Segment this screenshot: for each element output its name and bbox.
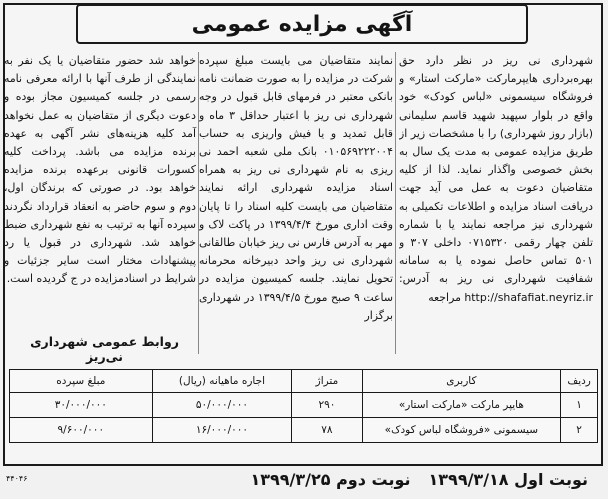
header-row-number: ردیف (561, 370, 598, 393)
row-number: ۲ (561, 418, 598, 443)
row-usage: سیسمونی «فروشگاه لباس کودک» (362, 418, 561, 443)
second-publication: نوبت دوم ۱۳۹۹/۳/۲۵ (250, 469, 411, 489)
row-monthly-rent: ۵۰/۰۰۰/۰۰۰ (152, 393, 292, 418)
auction-items-table (9, 369, 598, 443)
row-area: ۲۹۰ (292, 393, 362, 418)
row-number: ۱ (561, 393, 598, 418)
body-column-3 (4, 52, 199, 354)
ad-body (6, 52, 593, 356)
row-monthly-rent: ۱۶/۰۰۰/۰۰۰ (152, 418, 292, 443)
header-area: متراژ (292, 370, 362, 393)
body-column-2 (199, 52, 396, 354)
table-header-row (10, 370, 598, 393)
table-row (10, 418, 598, 443)
row-deposit: ۳۰/۰۰۰/۰۰۰ (10, 393, 153, 418)
body-text-3: خواهد شد حضور متقاضیان یا یک نفر به نمایندگی از طرف آنها با ارائه معرفی نامه رسمی در جلسه کمیسیون مجاز بوده و دعوت دیگری از متقاضیان به عمل نخواهد آمد کلیه هزینه‌های نشر آگهی به عهده برنده مزایده می باشد. پرداخت کلیه کسورات قانونی برعهده برنده مزایده خواهد بود. در صورتی که برندگان اول، دوم و سوم حاضر به انعقاد قرارداد نگردند سپرده آنها به ترتیب به نفع شهرداری ضبط خواهد شد. شهرداری در قبول یا رد پیشنهادات مختار است سایر جزئیات و شرایط در اسنادمزایده در ج گردیده است. (4, 54, 196, 286)
header-monthly-rent: اجاره ماهیانه (ریال) (152, 370, 292, 393)
row-area: ۷۸ (292, 418, 362, 443)
table-row (10, 393, 598, 418)
first-publication: نوبت اول ۱۳۹۹/۳/۱۸ (428, 469, 588, 489)
public-relations-signature: روابط عمومی شهرداری نی‌ریز (30, 334, 179, 364)
header-deposit: مبلغ سپرده (10, 370, 153, 393)
header-usage: کاربری (362, 370, 561, 393)
body-text-1: شهرداری نی ریز در نظر دارد حق بهره‌برداری هایپرمارکت «مارکت استار» و فروشگاه سیسمونی «لباس کودک» خود واقع در بلوار سپهبد شهید قاسم سلیمانی (بازار روز شهرداری) را با مشخصات زیر از طریق مزایده عمومی به مدت یک سال به بخش خصوصی واگذار نماید. لذا از کلیه متقاضیان دعوت به عمل می آید جهت دریافت اسناد مزایده و اطلاعات تکمیلی به شهرداری نیز مراجعه نمایند یا با شماره تلفن چهار رقمی ۰۷۱۵۳۲۰ داخلی ۳۰۷ و ۵۰۱ تماس حاصل نموده یا به سامانه شفافیت شهرداری نی ریز به آدرس: http://shafafiat.neyriz.ir مراجعه (399, 54, 593, 304)
publication-dates (20, 466, 588, 492)
ad-code: ۴۴۰۴۶ (6, 474, 28, 483)
ad-title: آگهی مزایده عمومی (76, 4, 528, 44)
body-column-1 (399, 52, 593, 354)
body-text-2: نمایند متقاضیان می بایست مبلغ سپرده شرکت در مزایده را به صورت ضمانت نامه بانکی معتبر در فرمهای قابل قبول در وجه شهرداری نی ریز با اعتبار حداقل ۳ ماه و قابل تمدید و یا فیش واریزی به حساب ۰۱۰۵۶۹۲۲۲۰۰۴ بانک ملی شعبه احمد نی ریزی به نام شهرداری نی ریز به همراه اسناد مزایده شهرداری ارائه نمایند متقاضیان می بایست کلیه اسناد را تا پایان وقت اداری مورخ ۱۳۹۹/۴/۴ در پاکت لاک و مهر به آدرس فارس نی ریز خیابان طالقانی شهرداری نی ریز واحد دبیرخانه محرمانه تحویل نمایند. جلسه کمیسیون مزایده در ساعت ۹ صبح مورخ ۱۳۹۹/۴/۵ در شهرداری برگزار (199, 54, 394, 322)
row-deposit: ۹/۶۰۰/۰۰۰ (10, 418, 153, 443)
row-usage: هایپر مارکت «مارکت استار» (362, 393, 561, 418)
